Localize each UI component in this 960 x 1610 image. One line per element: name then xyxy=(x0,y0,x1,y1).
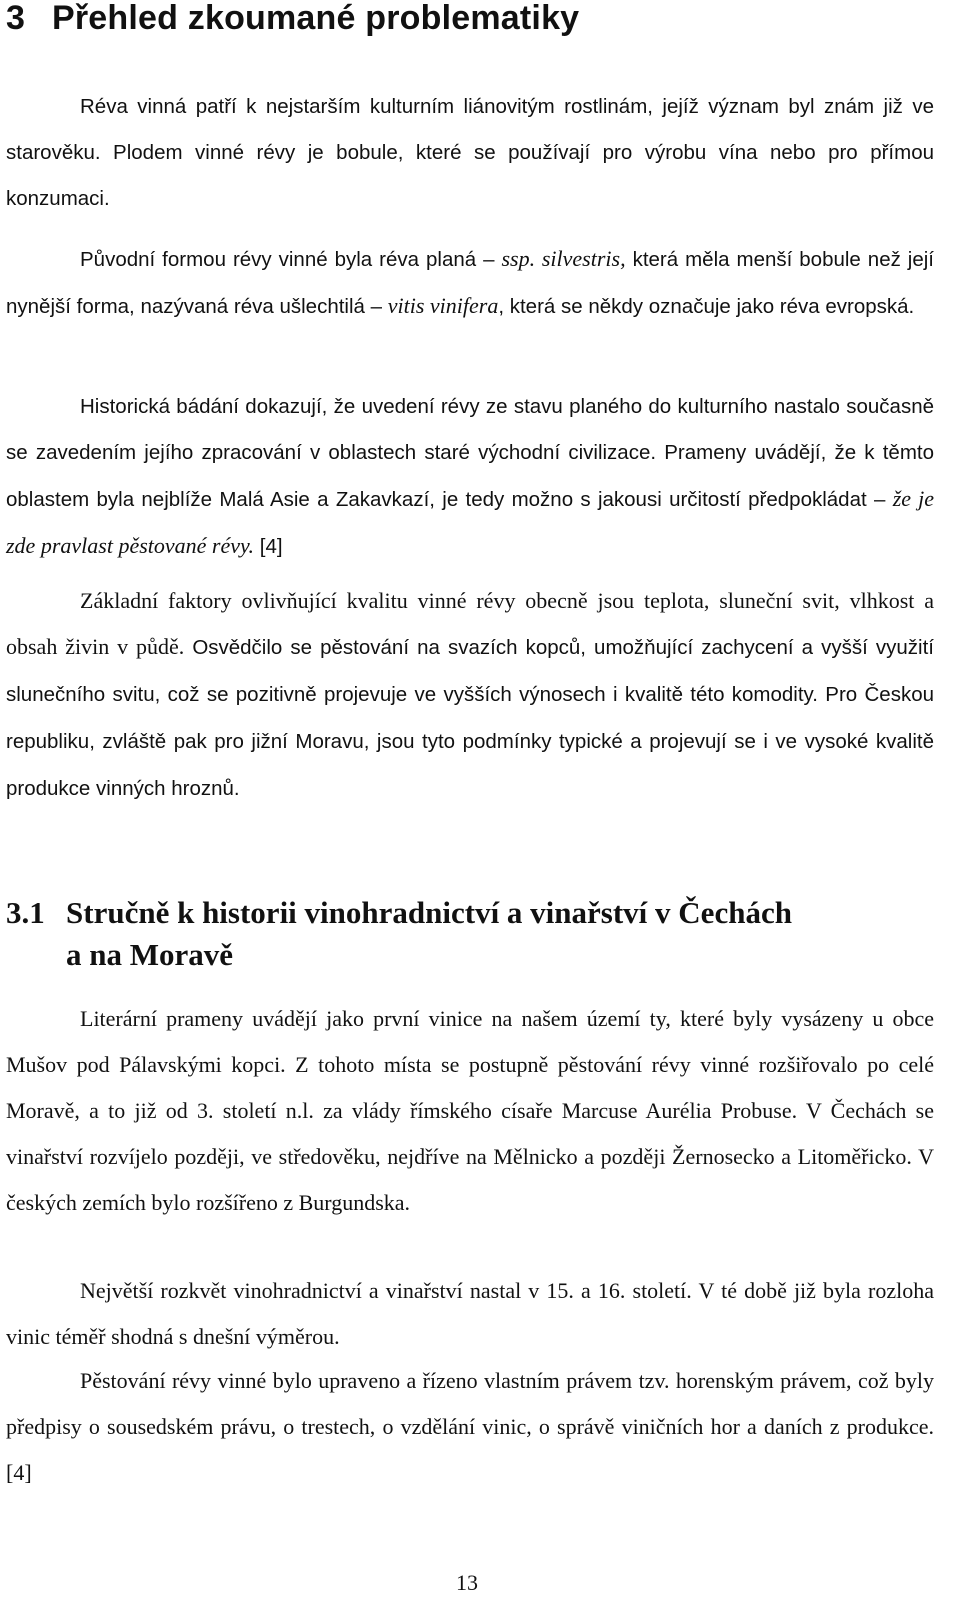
paragraph-4-text-b: Osvědčilo se pěstování na svazích kopců, umožňující zachycení a vyšší využití slunečního svitu, což se pozitivně projevuje ve vyšších výnosech i kvalitě této komodity. Pro Českou republiku, zvláště pak pro jižní Moravu, jsou tyto podmínky typické a projevují se i ve vysoké kvalitě produkce vinných hroznů. xyxy=(6,636,934,800)
section-heading xyxy=(6,892,936,976)
paragraph-2-italic-ssp: ssp. silvestris, xyxy=(501,246,626,271)
paragraph-2-text-e: , která se někdy označuje jako réva evropská. xyxy=(498,295,915,318)
paragraph-1: Réva vinná patří k nejstarším kulturním liánovitým rostlinám, jejíž význam byl znám již ve starověku. Plodem vinné révy je bobule, které se používají pro výrobu vína nebo pro přímou konzumaci. xyxy=(6,95,934,210)
paragraph-3-citation: [4] xyxy=(254,535,283,558)
paragraph-7: Pěstování révy vinné bylo upraveno a řízeno vlastním právem tzv. horenským právem, což byly předpisy o sousedském právu, o trestech, o vzdělání vinic, o správě viničních hor a daních z produkce. [4] xyxy=(6,1368,934,1485)
section-title-line-1: Stručně k historii vinohradnictví a vinařství v Čechách xyxy=(66,895,792,930)
chapter-heading xyxy=(6,0,579,38)
paragraph-4 xyxy=(6,578,934,812)
chapter-number: 3 xyxy=(6,0,26,37)
paragraph-6: Největší rozkvět vinohradnictví a vinařství nastal v 15. a 16. století. V té době již byla rozloha vinic téměř shodná s dnešní výměrou. xyxy=(6,1278,934,1349)
section-number: 3.1 xyxy=(6,895,45,930)
chapter-title: Přehled zkoumané problematiky xyxy=(52,0,580,37)
paragraph-2-text-a: Původní formou révy vinné byla réva planá – xyxy=(80,248,502,271)
paragraph-3-italic: že je zde pravlast pěstované révy. xyxy=(6,486,934,558)
paragraph-2 xyxy=(6,236,934,330)
paragraph-5: Literární prameny uvádějí jako první vinice na našem území ty, které byly vysázeny u obce Mušov pod Pálavskými kopci. Z tohoto místa se postupně pěstování révy vinné rozšiřovalo po celé Moravě, a to již od 3. století n.l. za vlády římského císaře Marcuse Aurélia Probuse. V Čechách se vinařství rozvíjelo později, ve středověku, nejdříve na Mělnicko a později Žernosecko a Litoměřicko. V českých zemích bylo rozšířeno z Burgundska. xyxy=(6,1006,934,1215)
page-number: 13 xyxy=(456,1570,478,1595)
paragraph-2-italic-vitis: vitis vinifera xyxy=(387,293,499,318)
paragraph-3 xyxy=(6,384,934,570)
paragraph-2-text-c: která měla menší bobule než její nynější forma, nazývaná réva ušlechtilá – xyxy=(6,248,935,318)
paragraph-4-text-a: Základní faktory ovlivňující kvalitu vinné révy obecně jsou teplota, sluneční svit, vlhkost a obsah živin v půdě. xyxy=(6,588,934,659)
section-title-line-2: a na Moravě xyxy=(66,937,234,972)
paragraph-3-text-a: Historická bádání dokazují, že uvedení révy ze stavu planého do kulturního nastalo současně se zavedením jejího zpracování v oblastech staré východní civilizace. Prameny uvádějí, že k těmto oblastem byla nejblíže Malá Asie a Zakavkazí, je tedy možno s jakousi určitostí předpokládat – xyxy=(6,395,934,511)
